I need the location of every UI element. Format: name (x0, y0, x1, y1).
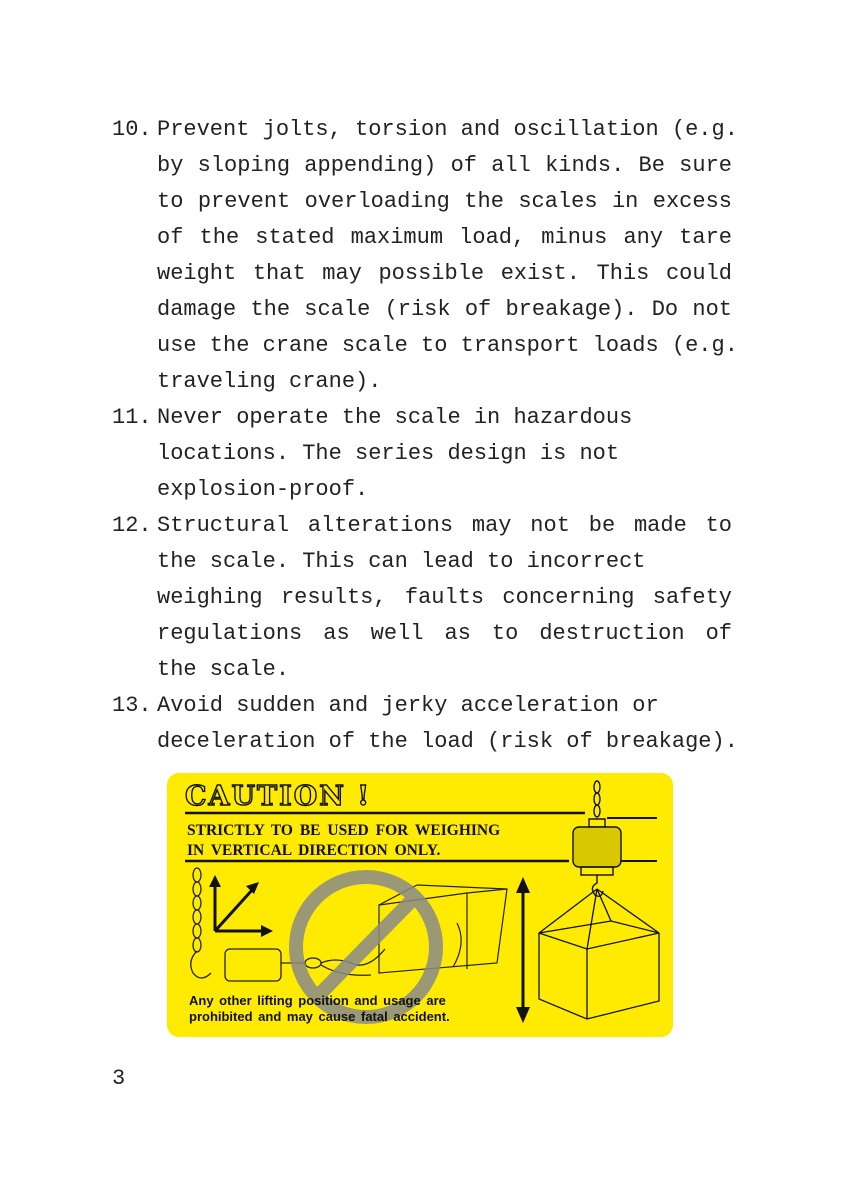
tilted-box-icon (379, 885, 507, 973)
instruction-item-13 (112, 688, 752, 760)
text-line: regulations as well as to destruction of (157, 621, 732, 646)
text-line: traveling crane). (157, 369, 382, 394)
vertical-box-icon (539, 889, 659, 1019)
item-number: 13. (112, 693, 152, 718)
text-line: locations. The series design is not (157, 441, 620, 466)
instruction-item-12 (112, 508, 752, 688)
prohibited-usage-notice (189, 993, 450, 1025)
text-line: damage the scale (risk of breakage). Do not (157, 297, 732, 322)
instruction-list (112, 112, 752, 760)
notice-line: Any other lifting position and usage are (189, 993, 446, 1008)
text-line: weighing results, faults concerning safety (157, 585, 732, 610)
item-number: 10. (112, 117, 152, 142)
text-line: the scale. (157, 657, 290, 682)
text-line: to prevent overloading the scales in excess (157, 189, 732, 214)
vertical-double-arrow-icon (516, 877, 530, 1023)
page-number: 3 (112, 1066, 126, 1091)
text-line: weight that may possible exist. This could (157, 261, 732, 286)
notice-line: prohibited and may cause fatal accident. (189, 1009, 450, 1024)
text-line: use the crane scale to transport loads (e.g. (157, 333, 738, 358)
caution-title: CAUTION ! (185, 781, 372, 812)
crane-scale-icon (573, 781, 621, 896)
warning-line: STRICTLY TO BE USED FOR WEIGHING (187, 822, 501, 839)
direction-arrows-icon (209, 875, 273, 937)
item-number: 11. (112, 405, 152, 430)
text-line: the scale. This can lead to incorrect (157, 549, 646, 574)
item-text (157, 400, 732, 508)
vertical-only-warning (187, 821, 500, 861)
text-line: Avoid sudden and jerky acceleration or (157, 693, 659, 718)
instruction-item-10 (112, 112, 752, 400)
item-text (157, 508, 732, 688)
chain-icon (191, 868, 211, 978)
text-line: of the stated maximum load, minus any tare (157, 225, 732, 250)
text-line: Prevent jolts, torsion and oscillation (e.g. (157, 117, 738, 142)
item-number: 12. (112, 513, 152, 538)
text-line: Structural alterations may not be made to (157, 513, 732, 538)
caution-label (167, 773, 673, 1037)
item-text (157, 688, 738, 760)
item-text (157, 112, 738, 400)
text-line: Never operate the scale in hazardous (157, 405, 633, 430)
instruction-item-11 (112, 400, 752, 508)
warning-line: IN VERTICAL DIRECTION ONLY. (187, 842, 441, 859)
text-line: by sloping appending) of all kinds. Be sure (157, 153, 732, 178)
text-line: deceleration of the load (risk of breakage). (157, 729, 738, 754)
text-line: explosion-proof. (157, 477, 369, 502)
